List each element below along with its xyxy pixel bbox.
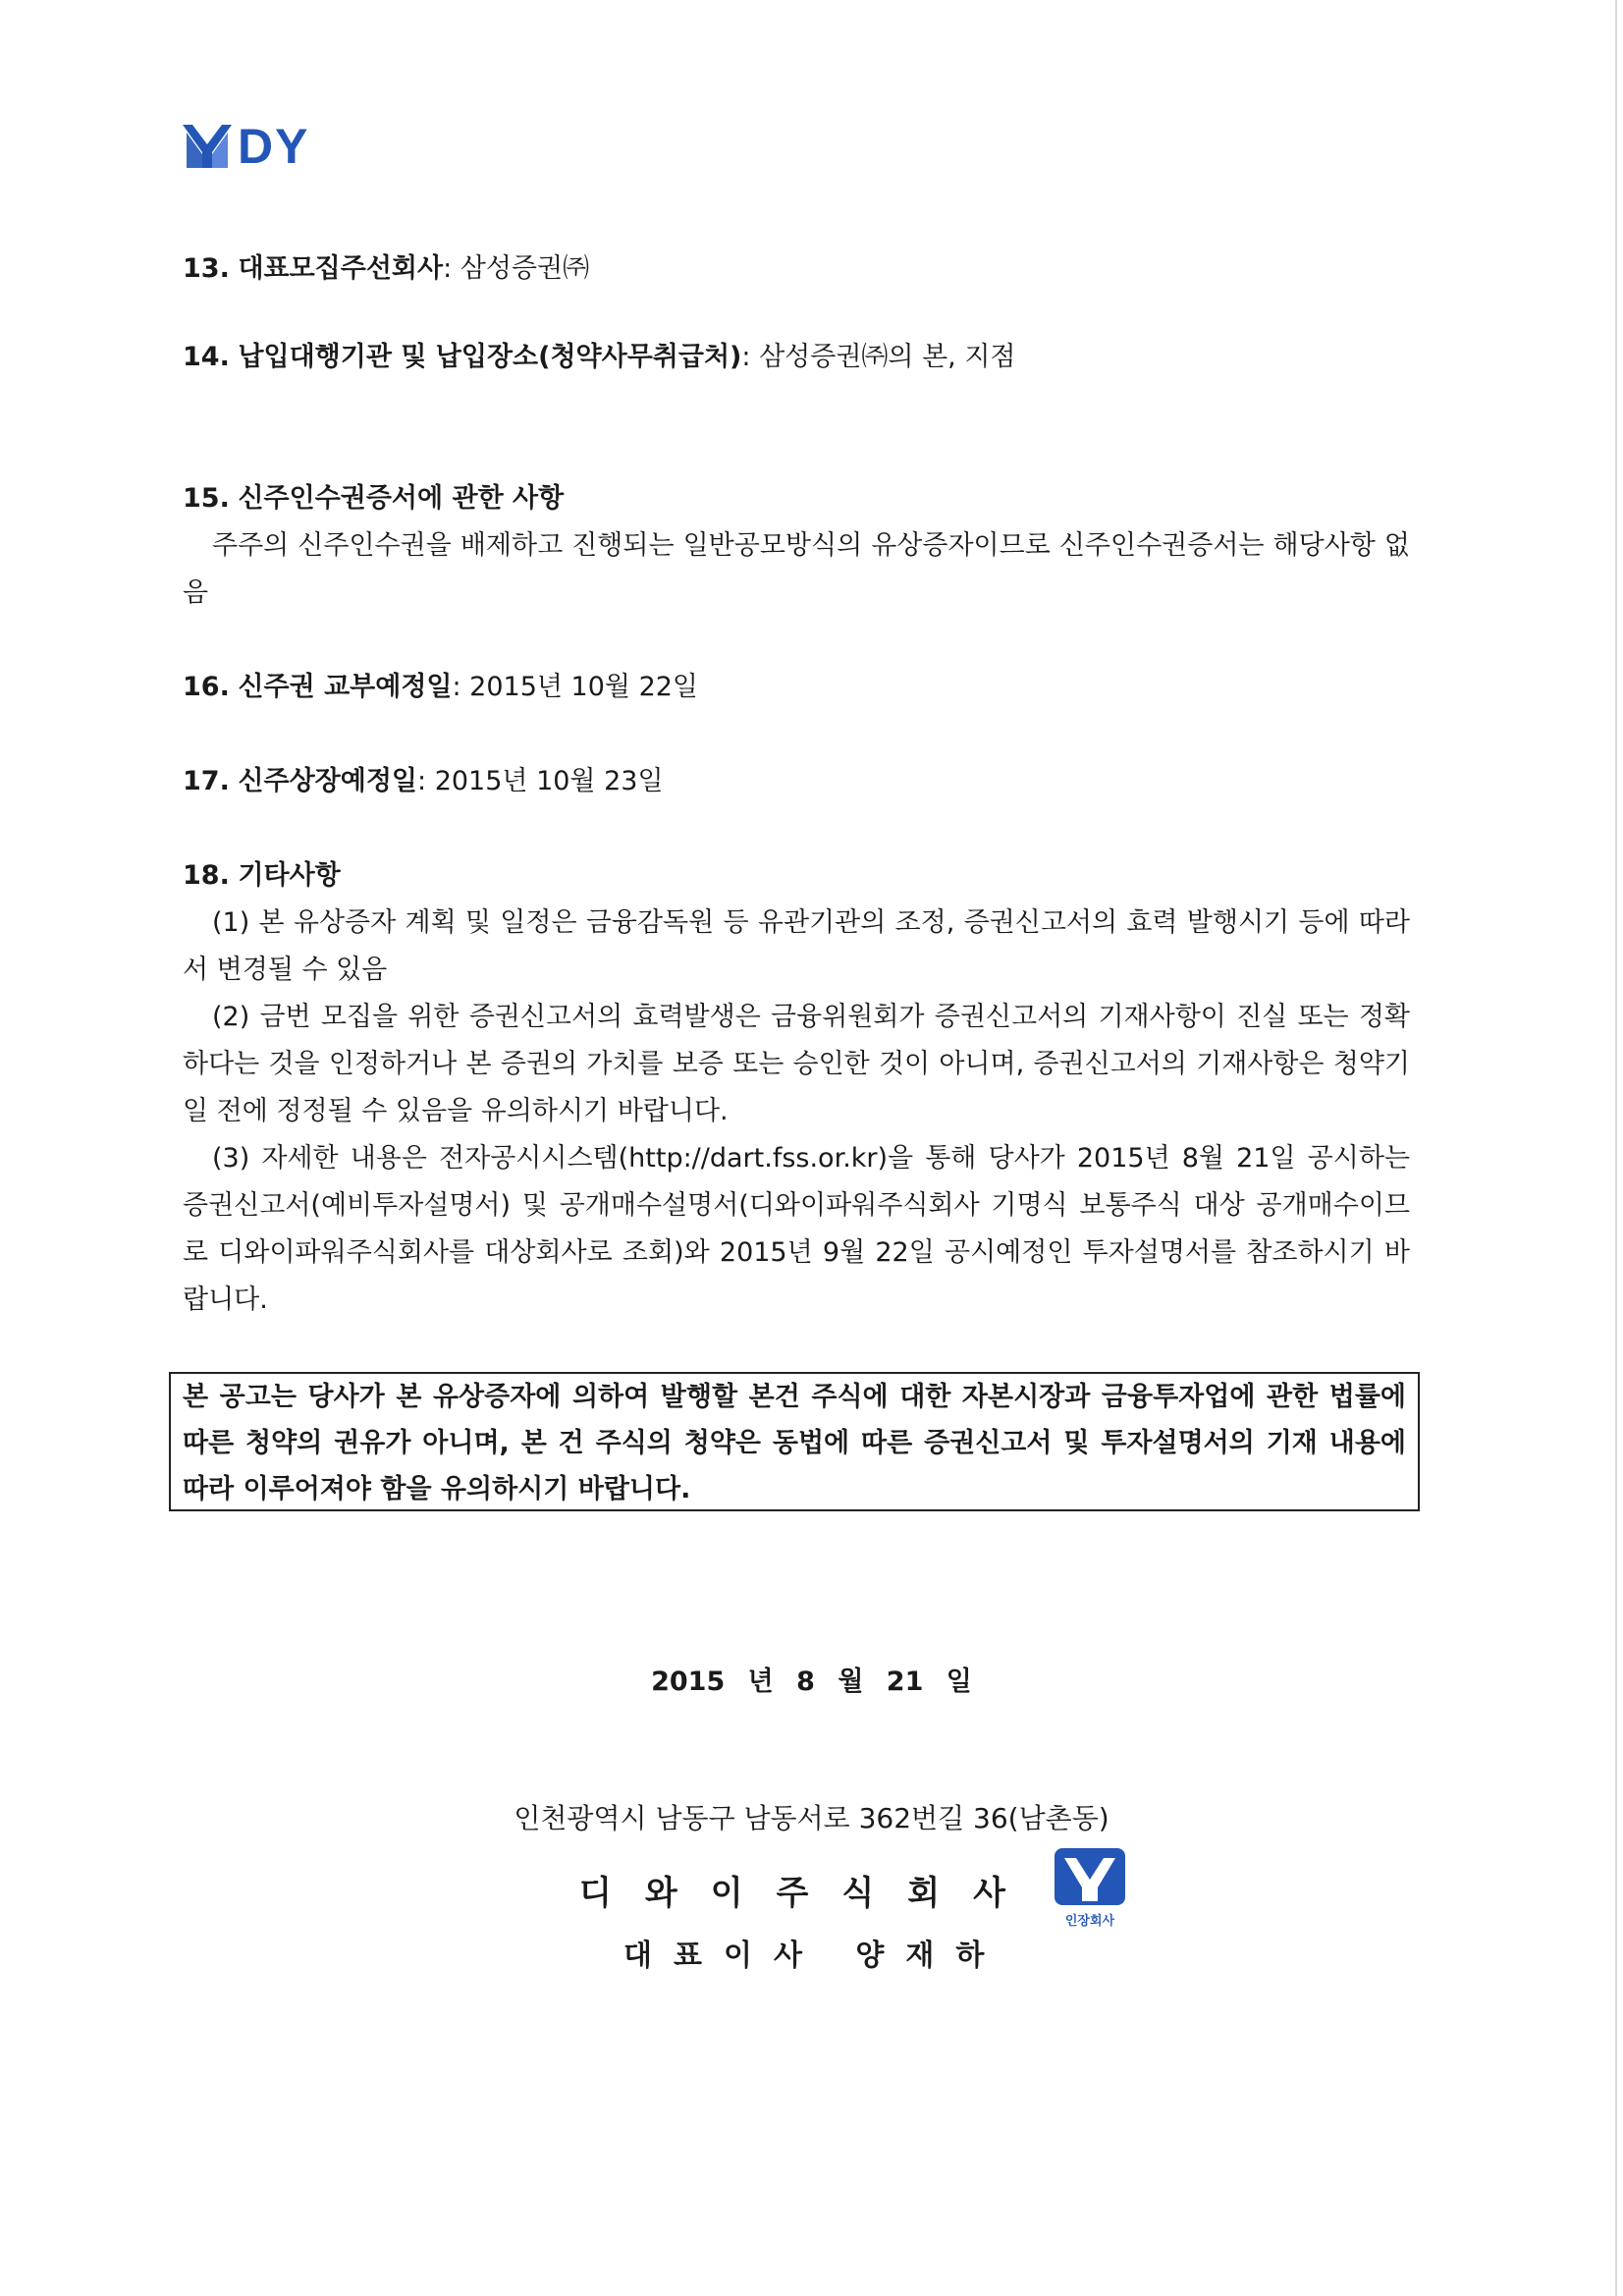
section-number: 17.	[183, 766, 230, 796]
section-value: : 2015년 10월 22일	[452, 672, 699, 702]
section-title: 신주상장예정일	[238, 766, 418, 796]
ceo-name: 대표이사 양재하	[623, 1939, 1006, 1973]
announcement-date: 2015 년 8 월 21 일	[651, 1667, 972, 1697]
seal-text: 인장회사	[1064, 1914, 1115, 1929]
section-value: : 2015년 10월 23일	[417, 766, 664, 796]
page-edge	[1615, 0, 1617, 2296]
section-18	[183, 852, 1410, 1324]
section-value: : 삼성증권㈜의 본, 지점	[741, 342, 1016, 372]
list-item: (3) 자세한 내용은 전자공시시스템(http://dart.fss.or.kr)을 통해 당사가 2015년 8월 21일 공시하는 증권신고서(예비투자설명서) 및 공개매수설명서(디와이파워주식회사 기명식 보통주식 대상 공개매수이므로 디와이파워주식회사를 대상회사로 조회)와 2015년 9월 22일 공시예정인 투자설명서를 참조하시기 바랍니다.	[183, 1143, 1410, 1315]
company-name: 디와이주식회사	[579, 1874, 1039, 1913]
notice-box	[169, 1372, 1420, 1511]
company-seal-icon	[1051, 1846, 1129, 1929]
section-title: 신주인수권증서에 관한 사항	[238, 483, 565, 514]
company-address: 인천광역시 남동구 남동서로 362번길 36(남촌동)	[514, 1802, 1109, 1834]
notice-text: 본 공고는 당사가 본 유상증자에 의하여 발행할 본건 주식에 대한 자본시장과 금융투자업에 관한 법률에 따른 청약의 권유가 아니며, 본 건 주식의 청약은 동법에 따른 증권신고서 및 투자설명서의 기재 내용에 따라 이루어져야 함을 유의하시기 바랍니다.	[183, 1382, 1406, 1504]
section-title: 대표모집주선회사	[238, 253, 444, 284]
section-number: 13.	[183, 253, 230, 284]
list-item: (2) 금번 모집을 위한 증권신고서의 효력발생은 금융위원회가 증권신고서의 기재사항이 진실 또는 정확하다는 것을 인정하거나 본 증권의 가치를 보증 또는 승인한 것이 아니며, 증권신고서의 기재사항은 청약기일 전에 정정될 수 있음을 유의하시기 바랍니다.	[183, 1002, 1410, 1126]
section-15	[183, 475, 1410, 617]
logo-text: DY	[238, 119, 310, 174]
section-value: : 삼성증권㈜	[443, 253, 590, 284]
company-logo	[183, 119, 310, 174]
section-14	[183, 334, 1410, 381]
section-number: 18.	[183, 860, 230, 891]
section-number: 15.	[183, 483, 230, 514]
section-title: 납입대행기관 및 납입장소(청약사무취급처)	[238, 342, 742, 372]
section-title: 신주권 교부예정일	[238, 672, 453, 702]
section-title: 기타사항	[238, 860, 341, 891]
dy-logo-icon	[183, 125, 232, 168]
section-number: 14.	[183, 342, 230, 372]
section-13	[183, 246, 1410, 293]
section-number: 16.	[183, 672, 230, 702]
list-item: (1) 본 유상증자 계획 및 일정은 금융감독원 등 유관기관의 조정, 증권신고서의 효력 발행시기 등에 따라서 변경될 수 있음	[183, 907, 1410, 985]
section-body: 주주의 신주인수권을 배제하고 진행되는 일반공모방식의 유상증자이므로 신주인수권증서는 해당사항 없음	[183, 530, 1410, 608]
section-17	[183, 758, 1410, 805]
section-16	[183, 664, 1410, 711]
